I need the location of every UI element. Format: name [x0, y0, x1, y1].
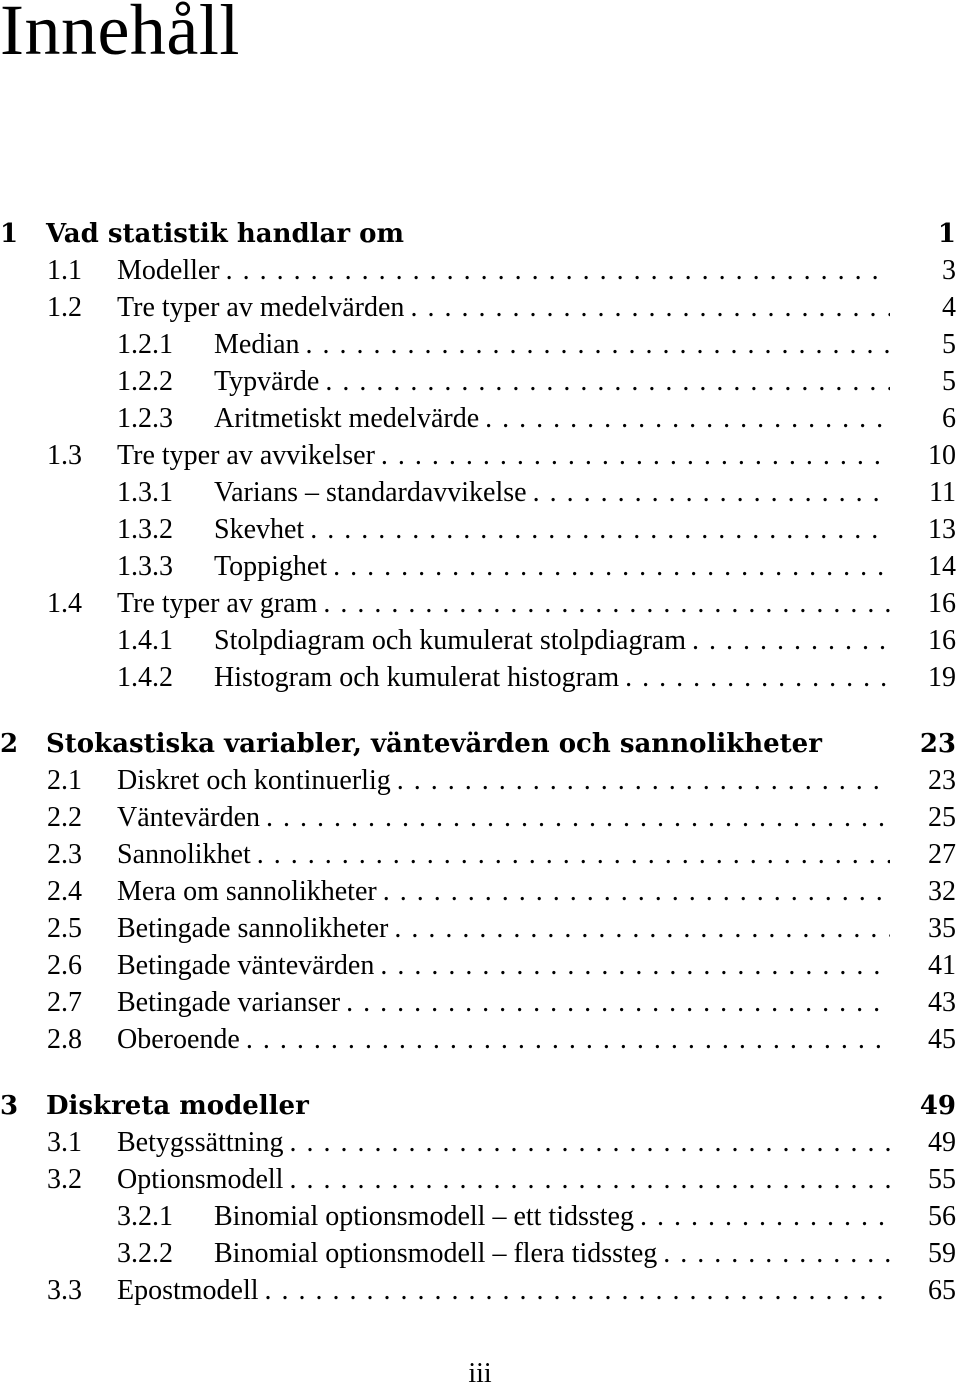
toc-title: Toppighet . . .: [214, 550, 890, 584]
toc-page-number: 43: [928, 987, 956, 1018]
toc-page-number: 6: [942, 403, 956, 434]
toc-number: 1.3.2: [117, 514, 173, 545]
toc-title: Aritmetiskt medelvärde . . .: [214, 402, 890, 436]
toc-title: Epostmodell . . .: [117, 1274, 890, 1308]
toc-number: 1.3: [47, 440, 82, 471]
toc-page-number: 49: [919, 1091, 956, 1121]
page-number: iii: [468, 1358, 492, 1389]
toc-title: Väntevärden . . .: [117, 801, 890, 835]
toc-title: Tre typer av avvikelser . . .: [117, 439, 890, 473]
toc-title: Tre typer av gram . . .: [117, 587, 890, 621]
page-title: Innehåll: [0, 0, 240, 70]
toc-number: 2.6: [47, 950, 82, 981]
toc-title: Diskreta modeller: [46, 1091, 309, 1121]
toc-number: 3: [0, 1091, 19, 1121]
toc-section-entry[interactable]: [0, 1274, 960, 1308]
toc-page-number: 49: [928, 1127, 956, 1158]
toc-title: Vad statistik handlar om: [46, 219, 404, 249]
toc-title: Tre typer av medelvärden . . .: [117, 291, 890, 325]
toc-page-number: 35: [928, 913, 956, 944]
toc-number: 2.7: [47, 987, 82, 1018]
toc-page-number: 14: [928, 551, 956, 582]
toc-title: Histogram och kumulerat histogram . . .: [214, 661, 890, 695]
toc-number: 2.5: [47, 913, 82, 944]
toc-title: Modeller . . .: [117, 254, 890, 288]
toc-section-entry[interactable]: [0, 949, 960, 983]
toc-number: 2.3: [47, 839, 82, 870]
toc-chapter-entry[interactable]: [0, 727, 960, 761]
toc-section-entry[interactable]: [0, 661, 960, 695]
toc-section-entry[interactable]: [0, 1163, 960, 1197]
toc-section-entry[interactable]: [0, 476, 960, 510]
toc-section-entry[interactable]: [0, 365, 960, 399]
toc-title: Stolpdiagram och kumulerat stolpdiagram . . .: [214, 624, 890, 658]
toc-section-entry[interactable]: [0, 1200, 960, 1234]
toc-title: Betygssättning . . .: [117, 1126, 890, 1160]
toc-title: Stokastiska variabler, väntevärden och sannolikheter: [46, 729, 822, 759]
toc-title: Betingade varianser . . .: [117, 986, 890, 1020]
toc-section-entry[interactable]: [0, 1126, 960, 1160]
toc-title: Betingade väntevärden . . .: [117, 949, 890, 983]
toc-section-entry[interactable]: [0, 513, 960, 547]
toc-section-entry[interactable]: [0, 402, 960, 436]
toc-page-number: 32: [928, 876, 956, 907]
toc-number: 1.1: [47, 255, 82, 286]
toc-number: 3.2.1: [117, 1201, 173, 1232]
toc-number: 1.4: [47, 588, 82, 619]
toc-title: Mera om sannolikheter . . .: [117, 875, 890, 909]
toc-title: Median . . .: [214, 328, 890, 362]
toc-number: 3.2.2: [117, 1238, 173, 1269]
toc-number: 3.2: [47, 1164, 82, 1195]
toc-page-number: 25: [928, 802, 956, 833]
toc-page-number: 5: [942, 329, 956, 360]
toc-number: 2.4: [47, 876, 82, 907]
toc-page-number: 59: [928, 1238, 956, 1269]
toc-title: Binomial optionsmodell – ett tidssteg . . .: [214, 1200, 890, 1234]
toc-number: 3.1: [47, 1127, 82, 1158]
toc-title: Betingade sannolikheter . . .: [117, 912, 890, 946]
toc-number: 2.8: [47, 1024, 82, 1055]
toc-page-number: 5: [942, 366, 956, 397]
toc-number: 1.2.3: [117, 403, 173, 434]
toc-page-number: 56: [928, 1201, 956, 1232]
toc-page-number: 10: [928, 440, 956, 471]
toc-title: Diskret och kontinuerlig . . .: [117, 764, 890, 798]
toc-section-entry[interactable]: [0, 801, 960, 835]
toc-number: 1.3.1: [117, 477, 173, 508]
toc-page-number: 19: [928, 662, 956, 693]
toc-section-entry[interactable]: [0, 1023, 960, 1057]
toc-section-entry[interactable]: [0, 838, 960, 872]
toc-page-number: 11: [929, 477, 956, 508]
toc-number: 1.4.1: [117, 625, 173, 656]
toc-title: Oberoende . . .: [117, 1023, 890, 1057]
toc-page-number: 4: [942, 292, 956, 323]
toc-title: Optionsmodell . . .: [117, 1163, 890, 1197]
toc-section-entry[interactable]: [0, 1237, 960, 1271]
toc-number: 1.2.2: [117, 366, 173, 397]
toc-section-entry[interactable]: [0, 254, 960, 288]
toc-section-entry[interactable]: [0, 764, 960, 798]
toc-title: Sannolikhet . . .: [117, 838, 890, 872]
toc-chapter-entry[interactable]: [0, 1089, 960, 1123]
toc-section-entry[interactable]: [0, 439, 960, 473]
toc-section-entry[interactable]: [0, 587, 960, 621]
toc-number: 1: [0, 219, 19, 249]
toc-page-number: 23: [928, 765, 956, 796]
toc-title: Binomial optionsmodell – flera tidssteg . . .: [214, 1237, 890, 1271]
toc-title: Typvärde . . .: [214, 365, 890, 399]
toc-page-number: 27: [928, 839, 956, 870]
toc-page-number: 16: [928, 625, 956, 656]
toc-page-number: 45: [928, 1024, 956, 1055]
toc-section-entry[interactable]: [0, 328, 960, 362]
toc-section-entry[interactable]: [0, 550, 960, 584]
toc-page-number: 3: [942, 255, 956, 286]
toc-number: 2.1: [47, 765, 82, 796]
toc-page-number: 1: [937, 219, 956, 249]
toc-number: 1.4.2: [117, 662, 173, 693]
toc-page-number: 65: [928, 1275, 956, 1306]
toc-section-entry[interactable]: [0, 624, 960, 658]
toc-section-entry[interactable]: [0, 291, 960, 325]
toc-section-entry[interactable]: [0, 875, 960, 909]
toc-page-number: 13: [928, 514, 956, 545]
toc-page-number: 41: [928, 950, 956, 981]
toc-page-number: 23: [919, 729, 956, 759]
toc-number: 1.2.1: [117, 329, 173, 360]
toc-title: Varians – standardavvikelse . . .: [214, 476, 890, 510]
toc-page-number: 16: [928, 588, 956, 619]
toc-section-entry[interactable]: [0, 986, 960, 1020]
toc-number: 2: [0, 729, 19, 759]
toc-number: 1.3.3: [117, 551, 173, 582]
toc-title: Skevhet . . .: [214, 513, 890, 547]
toc-number: 3.3: [47, 1275, 82, 1306]
toc-number: 1.2: [47, 292, 82, 323]
toc-chapter-entry[interactable]: [0, 217, 960, 251]
toc-section-entry[interactable]: [0, 912, 960, 946]
toc-page-number: 55: [928, 1164, 956, 1195]
toc-number: 2.2: [47, 802, 82, 833]
